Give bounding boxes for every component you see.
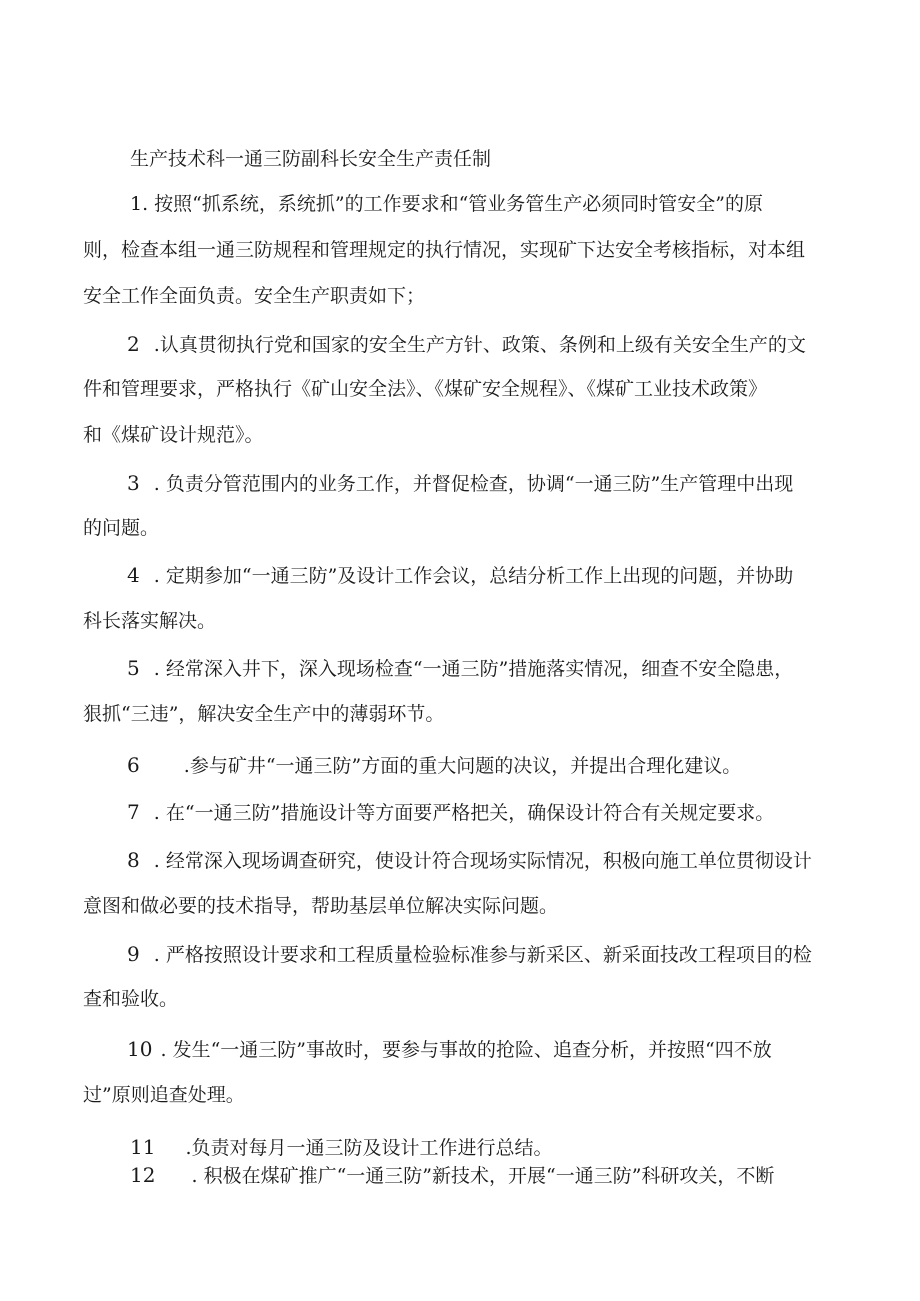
item-4-number: 4	[127, 563, 140, 587]
item-8-line-1: . 经常深入现场调查研究，使设计符合现场实际情况，积极向施工单位贯彻设计	[153, 850, 812, 872]
item-9-line-2: 查和验收。	[83, 988, 179, 1010]
item-6-line-1: .参与矿井“一通三防”方面的重大问题的决议，并提出合理化建议。	[183, 755, 742, 777]
item-2-line-3: 和《煤矿设计规范》。	[83, 424, 264, 446]
item-8-number: 8	[127, 848, 140, 872]
item-11-number: 11	[130, 1135, 156, 1159]
item-9-line-1: . 严格按照设计要求和工程质量检验标准参与新采区、新采面技改工程项目的检	[153, 944, 812, 966]
item-1-line-1: 1. 按照“抓系统，系统抓”的工作要求和“管业务管生产必须同时管安全”的原	[130, 193, 764, 215]
item-5-number: 5	[127, 656, 140, 680]
item-4-line-2: 科长落实解决。	[83, 610, 217, 632]
item-1-line-3: 安全工作全面负责。安全生产职责如下；	[83, 285, 426, 307]
item-7-line-1: . 在“一通三防”措施设计等方面要严格把关，确保设计符合有关规定要求。	[153, 802, 775, 824]
item-10-line-1: . 发生“一通三防”事故时，要参与事故的抢险、追查分析，并按照“四不放	[160, 1039, 772, 1061]
item-2-line-1: .认真贯彻执行党和国家的安全生产方针、政策、条例和上级有关安全生产的文	[153, 334, 806, 356]
item-1-line-2: 则，检查本组一通三防规程和管理规定的执行情况，实现矿下达安全考核指标，对本组	[83, 239, 806, 261]
item-11-line-1: .负责对每月一通三防及设计工作进行总结。	[185, 1137, 553, 1159]
item-6-number: 6	[127, 753, 140, 777]
item-12-number: 12	[130, 1163, 156, 1187]
item-2-line-2: 件和管理要求，严格执行《矿山安全法》、《煤矿安全规程》、《煤矿工业技术政策》	[83, 378, 768, 400]
item-12-line-1: . 积极在煤矿推广“一通三防”新技术，开展“一通三防”科研攻关，不断	[191, 1165, 775, 1187]
item-3-line-1: . 负责分管范围内的业务工作，并督促检查，协调“一通三防”生产管理中出现	[153, 473, 794, 495]
item-10-line-2: 过”原则追查处理。	[83, 1084, 245, 1106]
item-9-number: 9	[127, 942, 140, 966]
item-2-number: 2	[127, 332, 140, 356]
page-title: 生产技术科一通三防副科长安全生产责任制	[130, 148, 492, 170]
item-3-number: 3	[127, 471, 140, 495]
item-10-number: 10	[127, 1037, 153, 1061]
item-5-line-2: 狠抓“三违”，解决安全生产中的薄弱环节。	[83, 703, 445, 725]
item-4-line-1: . 定期参加“一通三防”及设计工作会议，总结分析工作上出现的问题，并协助	[153, 565, 794, 587]
item-5-line-1: . 经常深入井下，深入现场检查“一通三防”措施落实情况，细查不安全隐患，	[153, 658, 794, 680]
item-3-line-2: 的问题。	[83, 517, 160, 539]
item-8-line-2: 意图和做必要的技术指导，帮助基层单位解决实际问题。	[83, 895, 559, 917]
item-7-number: 7	[127, 800, 140, 824]
